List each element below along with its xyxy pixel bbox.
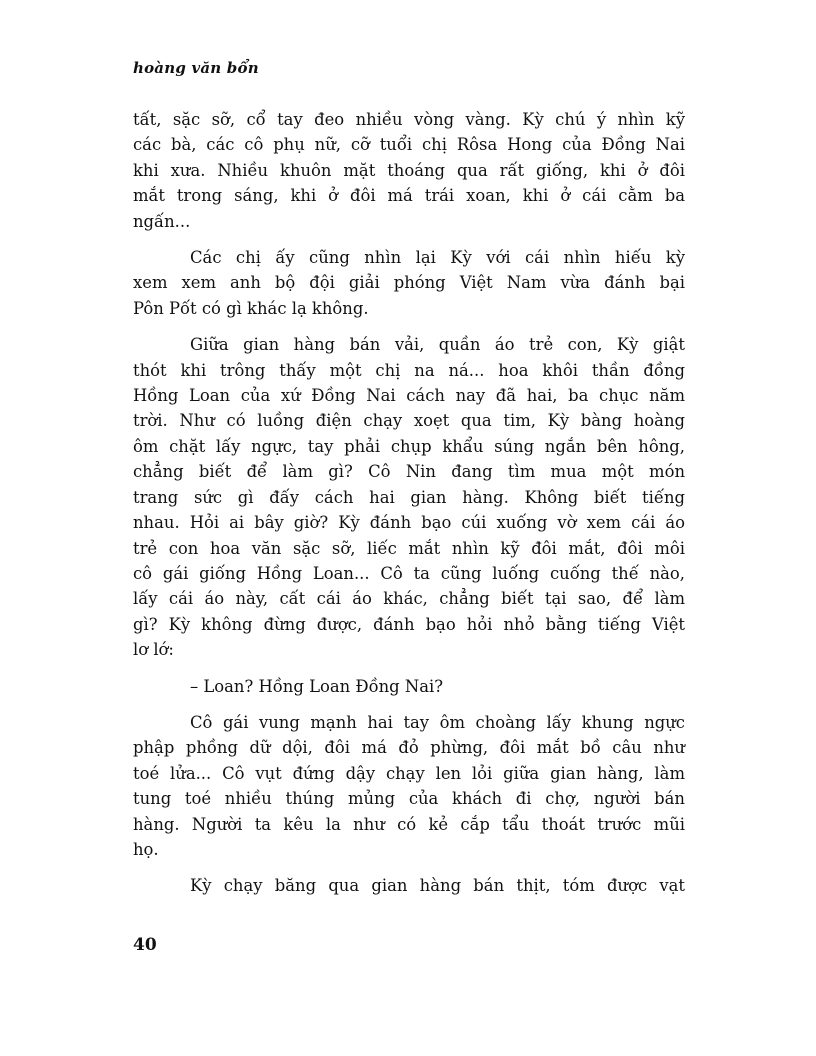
text-line: trẻ con hoa văn sặc sỡ, liếc mắt nhìn kỹ đôi mắt, đôi môi xyxy=(133,538,685,558)
text-line: mắt trong sáng, khi ở đôi má trái xoan, khi ở cái cằm ba xyxy=(133,186,685,206)
paragraph xyxy=(133,245,685,321)
text-line: xem xem anh bộ đội giải phóng Việt Nam vừa đánh bại xyxy=(133,273,685,293)
text-line: thót khi trông thấy một chị na ná... hoa khôi thần đồng xyxy=(133,360,685,380)
paragraph xyxy=(133,873,685,898)
text-line: trang sức gì đấy cách hai gian hàng. Không biết tiếng xyxy=(133,487,685,507)
text-line: trời. Như có luồng điện chạy xoẹt qua tim, Kỳ bàng hoàng xyxy=(133,411,685,431)
text-line: ôm chặt lấy ngực, tay phải chụp khẩu súng ngắn bên hông, xyxy=(133,436,685,456)
text-line: Các chị ấy cũng nhìn lại Kỳ với cái nhìn hiếu kỳ xyxy=(190,248,685,268)
page-number: 40 xyxy=(133,935,157,955)
paragraph xyxy=(133,710,685,862)
text-line: Hồng Loan của xứ Đồng Nai cách nay đã hai, ba chục năm xyxy=(133,386,685,406)
text-line: tung toé nhiều thúng mủng của khách đi chợ, người bán xyxy=(133,789,685,809)
text-line: Giữa gian hàng bán vải, quần áo trẻ con, Kỳ giật xyxy=(190,335,685,355)
body-text xyxy=(133,107,685,910)
text-line: khi xưa. Nhiều khuôn mặt thoáng qua rất giống, khi ở đôi xyxy=(133,160,685,180)
text-line: cô gái giống Hồng Loan... Cô ta cũng luống cuống thế nào, xyxy=(133,563,685,583)
text-line: – Loan? Hồng Loan Đồng Nai? xyxy=(190,676,444,696)
paragraph xyxy=(133,332,685,662)
text-line: Pôn Pốt có gì khác lạ không. xyxy=(133,298,369,318)
text-line: chẳng biết để làm gì? Cô Nin đang tìm mua một món xyxy=(133,462,685,482)
text-line: nhau. Hỏi ai bây giờ? Kỳ đánh bạo cúi xuống vờ xem cái áo xyxy=(133,513,685,533)
paragraph xyxy=(133,107,685,234)
text-line: phập phồng dữ dội, đôi má đỏ phừng, đôi mắt bồ câu như xyxy=(133,738,685,758)
text-line: ngấn... xyxy=(133,211,191,231)
text-line: gì? Kỳ không đừng được, đánh bạo hỏi nhỏ bằng tiếng Việt xyxy=(133,614,685,634)
text-line: toé lửa... Cô vụt đứng dậy chạy len lỏi giữa gian hàng, làm xyxy=(133,763,685,783)
text-line: Kỳ chạy băng qua gian hàng bán thịt, tóm được vạt xyxy=(190,876,685,896)
text-line: hàng. Người ta kêu la như có kẻ cắp tẩu thoát trước mũi xyxy=(133,814,685,834)
text-line: lấy cái áo này, cất cái áo khác, chẳng biết tại sao, để làm xyxy=(133,589,685,609)
running-head: hoàng văn bổn xyxy=(133,59,259,77)
text-line: tất, sặc sỡ, cổ tay đeo nhiều vòng vàng. Kỳ chú ý nhìn kỹ xyxy=(133,110,685,129)
text-line: họ. xyxy=(133,839,159,859)
text-line: lơ lớ: xyxy=(133,640,174,660)
text-line: các bà, các cô phụ nữ, cỡ tuổi chị Rôsa Hong của Đồng Nai xyxy=(133,135,685,155)
text-line: Cô gái vung mạnh hai tay ôm choàng lấy khung ngực xyxy=(190,712,685,732)
paragraph xyxy=(133,674,685,699)
